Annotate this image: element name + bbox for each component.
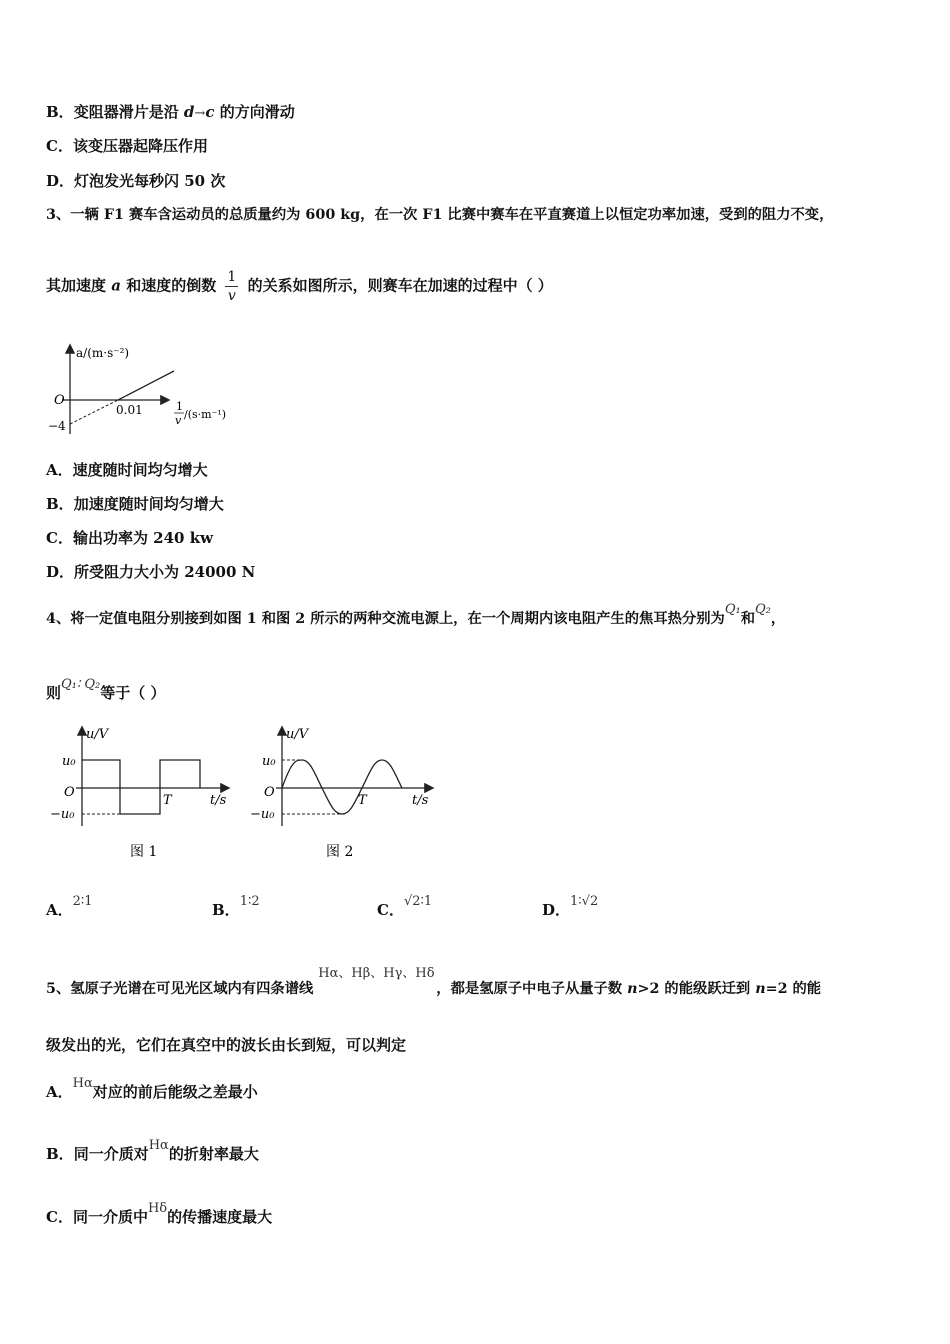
q3-option-c: C．输出功率为 240 kw [46, 529, 214, 547]
svg-text:u₀: u₀ [262, 754, 276, 769]
svg-text:O: O [64, 785, 75, 800]
svg-text:O: O [264, 785, 275, 800]
q2-option-c: C．该变压器起降压作用 [46, 137, 208, 155]
q3-option-b: B．加速度随时间均匀增大 [46, 495, 224, 513]
q3-origin-label: O [54, 393, 65, 408]
q4-sine-wave [282, 760, 402, 814]
q3-graph-dashed-line [70, 400, 118, 424]
q3-option-d: D．所受阻力大小为 24000 N [46, 563, 256, 581]
q4-stem-line1: 4、将一定值电阻分别接到如图 1 和图 2 所示的两种交流电源上，在一个周期内该电阻产生的焦耳热分别为Q₁和Q₂， [46, 602, 786, 627]
q3-stem-line1: 3、一辆 F1 赛车含运动员的总质量约为 600 kg，在一次 F1 比赛中赛车在平直赛道上以恒定功率加速，受到的阻力不变， [46, 207, 834, 223]
q3-x-frac-num: 1 [176, 400, 183, 413]
svg-text:T: T [358, 793, 367, 808]
q5-option-a: A．Hα对应的前后能级之差最小 [46, 1076, 258, 1101]
svg-text:u₀: u₀ [62, 754, 76, 769]
q3-inverse-v-fraction: $\frac{1}{v}$ [227, 269, 237, 304]
q3-x-frac-den: v [175, 414, 182, 427]
q5-stem-line1: 5、氢原子光谱在可见光区域内有四条谱线 Hα、Hβ、Hγ、Hδ，都是氢原子中电子从量子数 n>2 的能级跃迁到 n=2 的能 [46, 966, 822, 997]
q3-y-axis-label: a/(m·s⁻²) [76, 346, 130, 360]
svg-text:u/V: u/V [286, 727, 309, 742]
q5-stem-line2: 级发出的光，它们在真空中的波长由长到短，可以判定 [46, 1036, 407, 1054]
svg-text:t/s: t/s [210, 793, 227, 808]
q4-figure-2 [244, 722, 444, 862]
q3-x-axis-label: /(s·m⁻¹) [184, 408, 227, 421]
q4-figure-1-caption: 图 1 [130, 844, 158, 860]
q4-figure-2-caption: 图 2 [326, 844, 354, 860]
q4-option-d: D．1∶√2 [542, 894, 599, 919]
svg-text:−u₀: −u₀ [50, 807, 75, 822]
q3-option-a: A．速度随时间均匀增大 [46, 461, 208, 479]
q5-option-b: B．同一介质对Hα的折射率最大 [46, 1138, 259, 1163]
svg-text:u/V: u/V [86, 727, 109, 742]
q4-stem-line2: 则Q₁∶ Q₂等于（ ） [46, 677, 166, 702]
q3-x-tick: 0.01 [116, 403, 143, 417]
q5-spectral-lines: Hα、Hβ、Hγ、Hδ [318, 966, 435, 981]
q2-option-b: B．变阻器滑片是沿 d→c 的方向滑动 [46, 103, 295, 121]
q3-graph-solid-line [118, 371, 174, 400]
svg-text:−u₀: −u₀ [250, 807, 275, 822]
q4-figure-1 [40, 722, 240, 862]
q2-option-d: D．灯泡发光每秒闪 50 次 [46, 172, 226, 190]
svg-text:T: T [163, 793, 172, 808]
q4-option-c: C．√2∶1 [377, 894, 433, 919]
q3-stem-line2: 其加速度 a 和速度的倒数 $\frac{1}{v}$ 的关系如图所示，则赛车在加速的过程中（ ） [46, 269, 553, 304]
q4-option-a: A．2∶1 [46, 894, 93, 919]
q3-acceleration-graph [40, 338, 260, 438]
q4-option-b: B．1∶2 [212, 894, 260, 919]
q4-square-wave [82, 760, 200, 814]
q5-option-c: C．同一介质中Hδ的传播速度最大 [46, 1201, 273, 1226]
svg-text:t/s: t/s [412, 793, 429, 808]
q3-y-tick: −4 [48, 419, 66, 433]
